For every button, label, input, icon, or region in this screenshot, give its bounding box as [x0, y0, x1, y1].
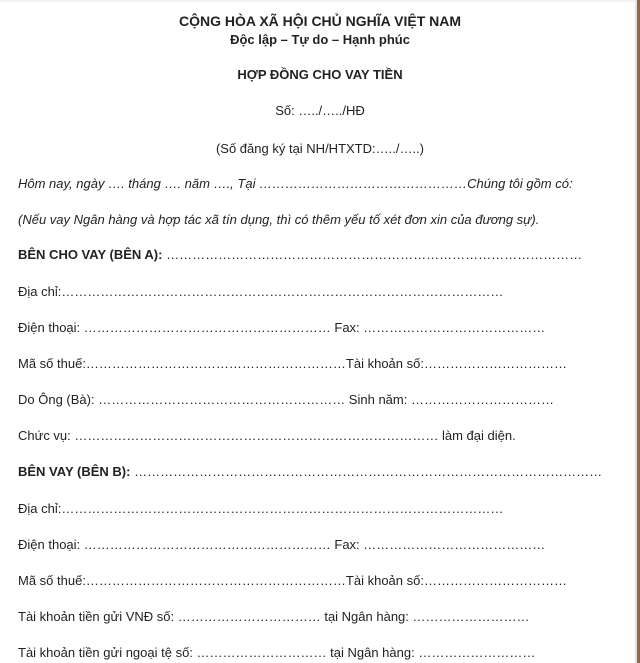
contract-title: HỢP ĐỒNG CHO VAY TIỀN: [237, 67, 403, 82]
party-b-fx-account: Tài khoản tiền gửi ngoại tệ số: ………………………… tại Ngân hàng: ………………………: [18, 645, 536, 660]
party-b-phone-fax: Điện thoại: ………………………………………………… Fax: ……………………………………: [18, 537, 546, 552]
party-b-heading-row: [18, 464, 602, 479]
national-motto: Độc lập – Tự do – Hạnh phúc: [230, 32, 410, 47]
party-a-heading-row: [18, 247, 582, 262]
party-b-vnd-account: Tài khoản tiền gửi VNĐ số: …………………………… tại Ngân hàng: ………………………: [18, 609, 530, 624]
loan-note: (Nếu vay Ngân hàng và hợp tác xã tín dụng, thì có thêm yếu tố xét đơn xin của đương sự).: [18, 212, 540, 227]
contract-number: Số: …../…../HĐ: [275, 103, 365, 118]
party-a-heading: BÊN CHO VAY (BÊN A):: [18, 247, 163, 262]
party-a-phone-fax: Điện thoại: ………………………………………………… Fax: ……………………………………: [18, 320, 546, 335]
party-b-address: Địa chỉ:…………………………………………………………………………………………: [18, 501, 504, 516]
party-b-tax-account: Mã số thuế:……………………………………………………Tài khoản số:……………………………: [18, 573, 567, 588]
party-b-name-blank: ………………………………………………………………………………………………: [130, 464, 603, 479]
party-a-name-blank: ……………………………………………………………………………………: [162, 247, 583, 262]
party-a-tax-account: Mã số thuế:……………………………………………………Tài khoản số:……………………………: [18, 356, 567, 371]
party-a-address: Địa chỉ:…………………………………………………………………………………………: [18, 284, 504, 299]
party-a-position: Chức vụ: ………………………………………………………………………… làm đại diện.: [18, 428, 516, 443]
party-b-heading: BÊN VAY (BÊN B):: [18, 464, 131, 479]
date-location-line: Hôm nay, ngày …. tháng …. năm …., Tại …………………………………………Chúng tôi gồm có:: [18, 176, 573, 191]
national-title: CỘNG HÒA XÃ HỘI CHỦ NGHĨA VIỆT NAM: [178, 13, 462, 29]
party-a-representative: Do Ông (Bà): ………………………………………………… Sinh năm: ……………………………: [18, 392, 554, 407]
registration-number: (Số đăng ký tại NH/HTXTD:…../…..): [215, 141, 425, 156]
top-border: [0, 0, 640, 2]
